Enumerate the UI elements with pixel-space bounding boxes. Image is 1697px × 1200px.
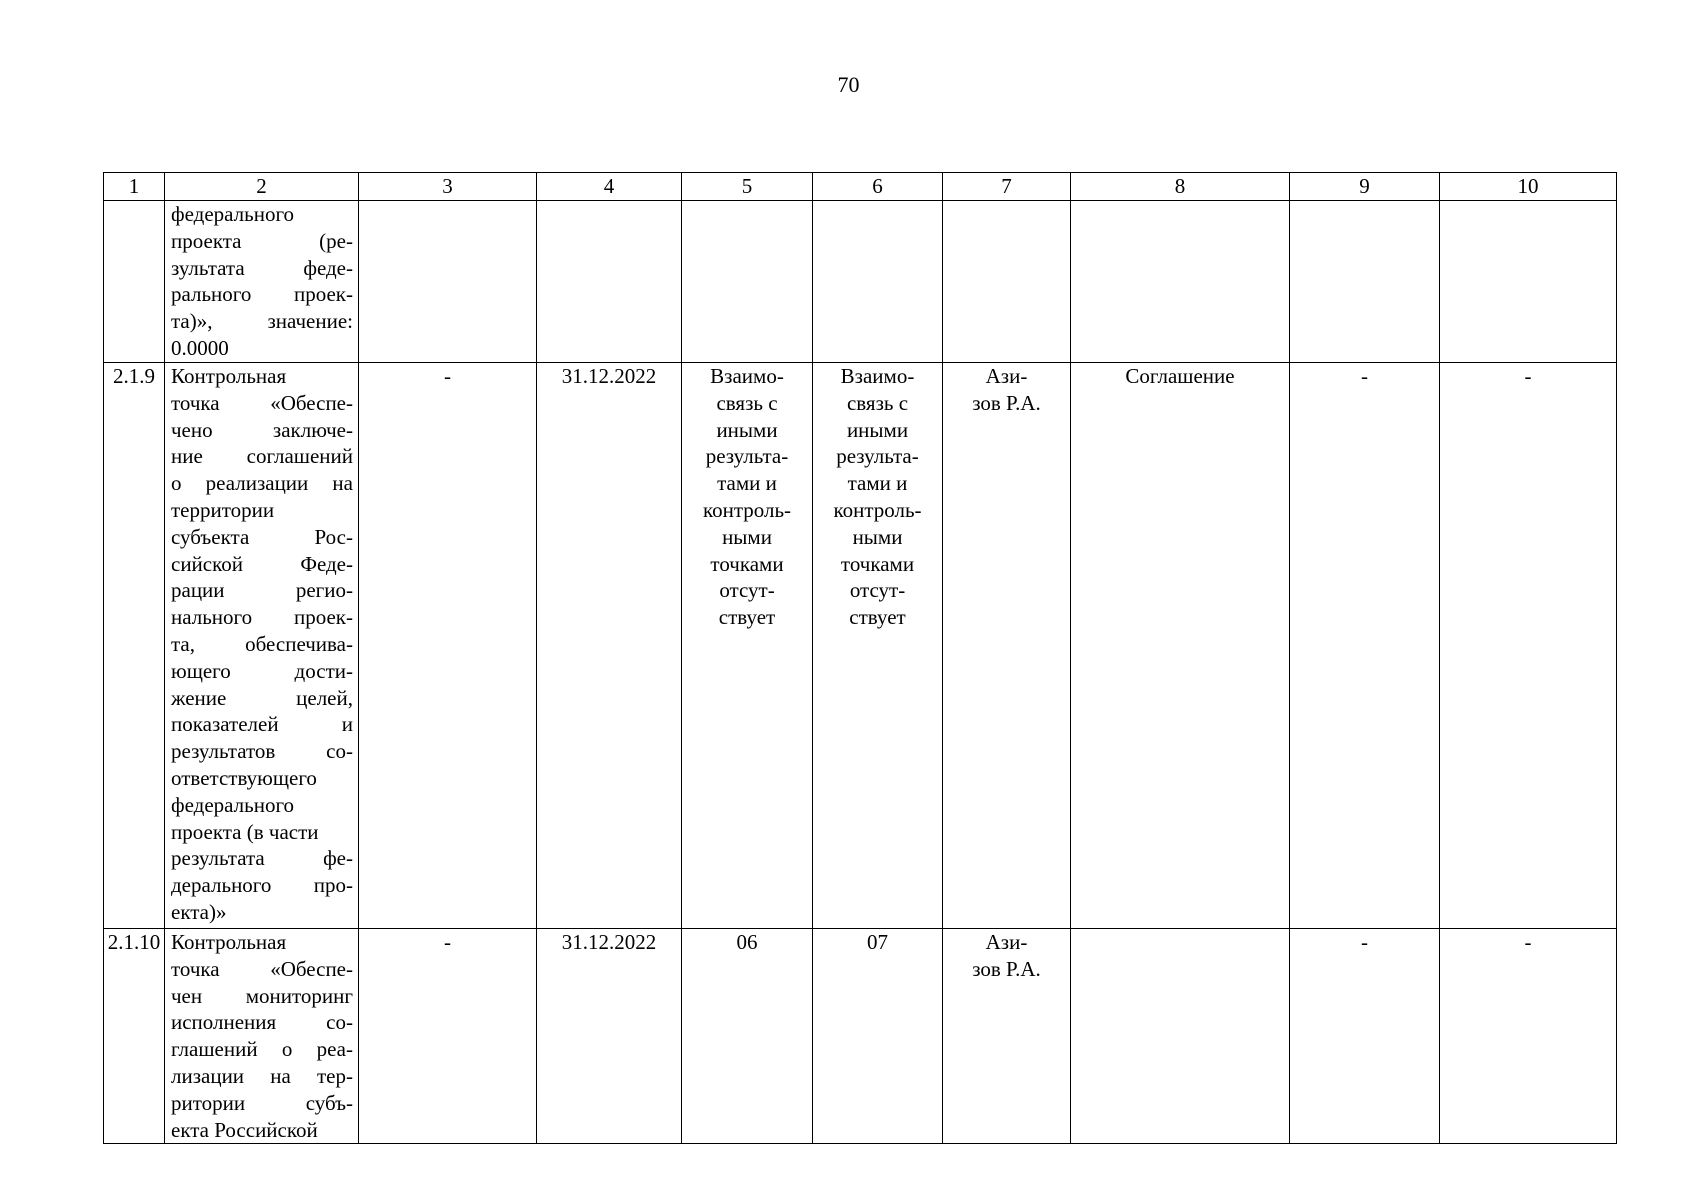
- cell-line: 06: [736, 930, 758, 954]
- description-line: Контрольная: [171, 364, 287, 388]
- description-line: ющего дости-: [171, 658, 353, 683]
- description-line: рации регио-: [171, 578, 353, 603]
- cell-line: зов Р.А.: [972, 956, 1041, 981]
- cell-line: отсут-: [719, 578, 775, 603]
- cell-date: [537, 201, 682, 363]
- description-line: чен мониторинг: [171, 983, 353, 1008]
- table-row: [104, 201, 1617, 363]
- description-line: екта Российской: [171, 1117, 318, 1142]
- row-number: [104, 201, 165, 363]
- cell-col3: -: [359, 363, 537, 929]
- row-number: 2.1.10: [104, 929, 165, 1144]
- description-line: о реализации на: [171, 471, 353, 496]
- description-line: федерального: [171, 202, 295, 226]
- cell-col6: [813, 201, 943, 363]
- description-line: Контрольная: [171, 930, 287, 954]
- row-description: [165, 363, 359, 929]
- column-header: 7: [943, 173, 1071, 201]
- description-line: исполнения со-: [171, 1010, 353, 1035]
- cell-line: 07: [867, 930, 888, 954]
- cell-line: ными: [852, 524, 903, 549]
- cell-document: [1071, 201, 1290, 363]
- description-line: результатов со-: [171, 739, 353, 764]
- description-line: рального проек-: [171, 282, 353, 307]
- cell-responsible: [943, 363, 1071, 929]
- description-line: проекта (в части: [171, 819, 319, 844]
- cell-line: точками: [710, 551, 784, 576]
- column-header: 3: [359, 173, 537, 201]
- cell-col6: [813, 929, 943, 1144]
- cell-document: Соглашение: [1071, 363, 1290, 929]
- description-line: ние соглашений: [171, 444, 353, 469]
- table-header-row: [104, 173, 1617, 201]
- cell-col10: [1440, 201, 1617, 363]
- column-header: 5: [682, 173, 813, 201]
- cell-line: ными: [722, 524, 772, 549]
- description-line: федерального: [171, 792, 295, 817]
- cell-col3: -: [359, 929, 537, 1144]
- cell-col5: [682, 929, 813, 1144]
- cell-line: Взаимо-: [840, 364, 915, 388]
- document-table: [103, 172, 1617, 1144]
- description-line: ответствующего: [171, 765, 317, 790]
- page-number: 70: [837, 72, 860, 97]
- cell-line: ствует: [849, 605, 906, 630]
- cell-line: тами и: [717, 471, 777, 496]
- description-line: дерального про-: [171, 873, 353, 898]
- description-line: субъекта Рос-: [171, 524, 353, 549]
- description-line: глашений о реа-: [171, 1037, 353, 1062]
- cell-col3: [359, 201, 537, 363]
- description-line: чено заключе-: [171, 417, 353, 442]
- description-line: точка «Обеспе-: [171, 956, 353, 981]
- cell-col9: [1290, 201, 1440, 363]
- column-header: 10: [1440, 173, 1617, 201]
- column-header: 2: [165, 173, 359, 201]
- cell-line: контроль-: [702, 497, 792, 522]
- cell-line: иными: [716, 417, 778, 442]
- column-header: 9: [1290, 173, 1440, 201]
- cell-col5: [682, 363, 813, 929]
- cell-responsible: [943, 929, 1071, 1144]
- cell-line: Ази-: [985, 930, 1028, 954]
- description-line: лизации на тер-: [171, 1063, 353, 1088]
- cell-line: ствует: [718, 605, 776, 630]
- table-row: [104, 363, 1617, 929]
- column-header: 1: [104, 173, 165, 201]
- cell-line: связь с: [846, 390, 909, 415]
- row-description: [165, 201, 359, 363]
- description-line: проекта (ре-: [171, 228, 353, 253]
- cell-line: результа-: [836, 444, 919, 469]
- cell-date: 31.12.2022: [537, 363, 682, 929]
- description-line: та, обеспечива-: [171, 631, 353, 656]
- cell-line: Ази-: [985, 364, 1028, 388]
- cell-col6: [813, 363, 943, 929]
- cell-line: результа-: [705, 444, 789, 469]
- description-line: ритории субъ-: [171, 1090, 353, 1115]
- description-line: результата фе-: [171, 846, 353, 871]
- cell-line: отсут-: [849, 578, 906, 603]
- column-header: 8: [1071, 173, 1290, 201]
- description-line: территории: [171, 497, 275, 522]
- cell-document: [1071, 929, 1290, 1144]
- table-row: [104, 929, 1617, 1144]
- description-line: зультата феде-: [171, 255, 353, 280]
- column-header: 6: [813, 173, 943, 201]
- column-header: 4: [537, 173, 682, 201]
- cell-line: зов Р.А.: [972, 390, 1041, 415]
- description-line: нального проек-: [171, 605, 353, 630]
- cell-line: Взаимо-: [710, 364, 784, 388]
- cell-col9: -: [1290, 929, 1440, 1144]
- description-line: точка «Обеспе-: [171, 390, 353, 415]
- cell-responsible: [943, 201, 1071, 363]
- description-line: 0.0000: [171, 335, 229, 360]
- row-description: [165, 929, 359, 1144]
- row-number: 2.1.9: [104, 363, 165, 929]
- cell-col10: -: [1440, 929, 1617, 1144]
- description-line: екта)»: [171, 899, 227, 924]
- description-line: сийской Феде-: [171, 551, 353, 576]
- cell-col5: [682, 201, 813, 363]
- cell-line: связь с: [716, 390, 778, 415]
- cell-col10: -: [1440, 363, 1617, 929]
- description-line: показателей и: [171, 712, 353, 737]
- cell-line: иными: [846, 417, 909, 442]
- cell-date: 31.12.2022: [537, 929, 682, 1144]
- description-line: жение целей,: [171, 685, 353, 710]
- cell-line: тами и: [847, 471, 908, 496]
- cell-line: точками: [840, 551, 915, 576]
- cell-line: контроль-: [833, 497, 922, 522]
- description-line: та)», значение:: [171, 309, 353, 334]
- cell-col9: -: [1290, 363, 1440, 929]
